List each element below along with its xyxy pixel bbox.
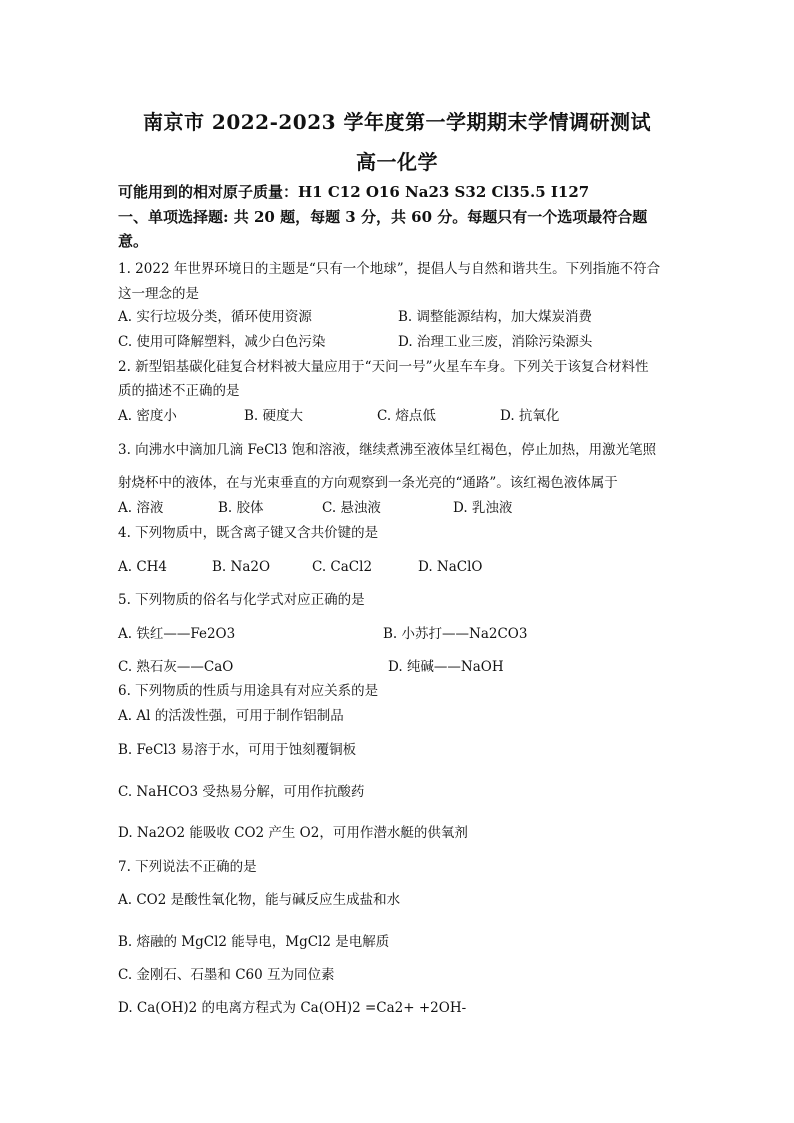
question-6-stem: 6. 下列物质的性质与用途具有对应关系的是 bbox=[118, 683, 379, 699]
question-2-option-d: D. 抗氧化 bbox=[500, 408, 560, 424]
question-1-option-d: D. 治理工业三废，消除污染源头 bbox=[398, 334, 593, 350]
question-3-option-a: A. 溶液 bbox=[118, 500, 164, 516]
section-heading-line1: 一、单项选择题: 共 20 题，每题 3 分，共 60 分。每题只有一个选项最符合题 bbox=[118, 208, 648, 226]
question-1-stem-line1: 1. 2022 年世界环境日的主题是“只有一个地球”，提倡人与自然和谐共生。下列指施不符合 bbox=[118, 261, 661, 277]
question-5-option-b: B. 小苏打——Na2CO3 bbox=[383, 626, 528, 642]
question-2-option-a: A. 密度小 bbox=[118, 408, 177, 424]
question-3-stem-line2: 射烧杯中的液体，在与光束垂直的方向观察到一条光亮的“通路”。该红褐色液体属于 bbox=[118, 475, 618, 491]
question-7-stem: 7. 下列说法不正确的是 bbox=[118, 859, 257, 875]
question-7-option-d: D. Ca(OH)2 的电离方程式为 Ca(OH)2 =Ca2+ +2OH- bbox=[118, 1000, 467, 1016]
section-heading-line2: 意。 bbox=[118, 232, 149, 250]
question-5-option-a: A. 铁红——Fe2O3 bbox=[118, 626, 236, 642]
question-2-stem-line2: 质的描述不正确的是 bbox=[118, 383, 240, 399]
question-4-option-d: D. NaClO bbox=[418, 559, 483, 575]
question-2-option-b: B. 硬度大 bbox=[244, 408, 304, 424]
page-title: 南京市 2022-2023 学年度第一学期期末学情调研测试 bbox=[142, 110, 652, 134]
question-7-option-a: A. CO2 是酸性氧化物，能与碱反应生成盐和水 bbox=[118, 892, 401, 908]
question-5-stem: 5. 下列物质的俗名与化学式对应正确的是 bbox=[118, 592, 365, 608]
question-1-option-b: B. 调整能源结构，加大煤炭消费 bbox=[398, 309, 593, 325]
question-1-option-c: C. 使用可降解塑料，减少白色污染 bbox=[118, 334, 326, 350]
question-3-stem-line1: 3. 向沸水中滴加几滴 FeCl3 饱和溶液，继续煮沸至液体呈红褐色，停止加热，用激光笔照 bbox=[118, 442, 657, 458]
question-2-option-c: C. 熔点低 bbox=[377, 408, 436, 424]
question-7-option-c: C. 金刚石、石墨和 C60 互为同位素 bbox=[118, 967, 335, 983]
question-6-option-d: D. Na2O2 能吸收 CO2 产生 O2，可用作潜水艇的供氧剂 bbox=[118, 825, 468, 841]
question-5-option-d: D. 纯碱——NaOH bbox=[388, 659, 504, 675]
question-7-option-b: B. 熔融的 MgCl2 能导电，MgCl2 是电解质 bbox=[118, 934, 390, 950]
question-6-option-b: B. FeCl3 易溶于水，可用于蚀刻覆铜板 bbox=[118, 742, 357, 758]
atomic-masses: 可能用到的相对原子质量：H1 C12 O16 Na23 S32 Cl35.5 I127 bbox=[118, 183, 590, 201]
question-6-option-c: C. NaHCO3 受热易分解，可用作抗酸药 bbox=[118, 784, 365, 800]
question-4-option-a: A. CH4 bbox=[118, 559, 168, 575]
question-3-option-b: B. 胶体 bbox=[218, 500, 264, 516]
question-5-option-c: C. 熟石灰——CaO bbox=[118, 659, 234, 675]
question-3-option-d: D. 乳浊液 bbox=[453, 500, 513, 516]
question-1-option-a: A. 实行垃圾分类，循环使用资源 bbox=[118, 309, 312, 325]
question-2-stem-line1: 2. 新型铝基碳化硅复合材料被大量应用于“天问一号”火星车车身。下列关于该复合材料性 bbox=[118, 359, 649, 375]
question-4-option-b: B. Na2O bbox=[212, 559, 271, 575]
question-3-option-c: C. 悬浊液 bbox=[322, 500, 381, 516]
question-4-stem: 4. 下列物质中，既含离子键又含共价键的是 bbox=[118, 525, 379, 541]
page-subtitle: 高一化学 bbox=[356, 150, 438, 174]
question-6-option-a: A. Al 的活泼性强，可用于制作铝制品 bbox=[118, 708, 344, 724]
question-4-option-c: C. CaCl2 bbox=[312, 559, 373, 575]
question-1-stem-line2: 这一理念的是 bbox=[118, 286, 199, 302]
